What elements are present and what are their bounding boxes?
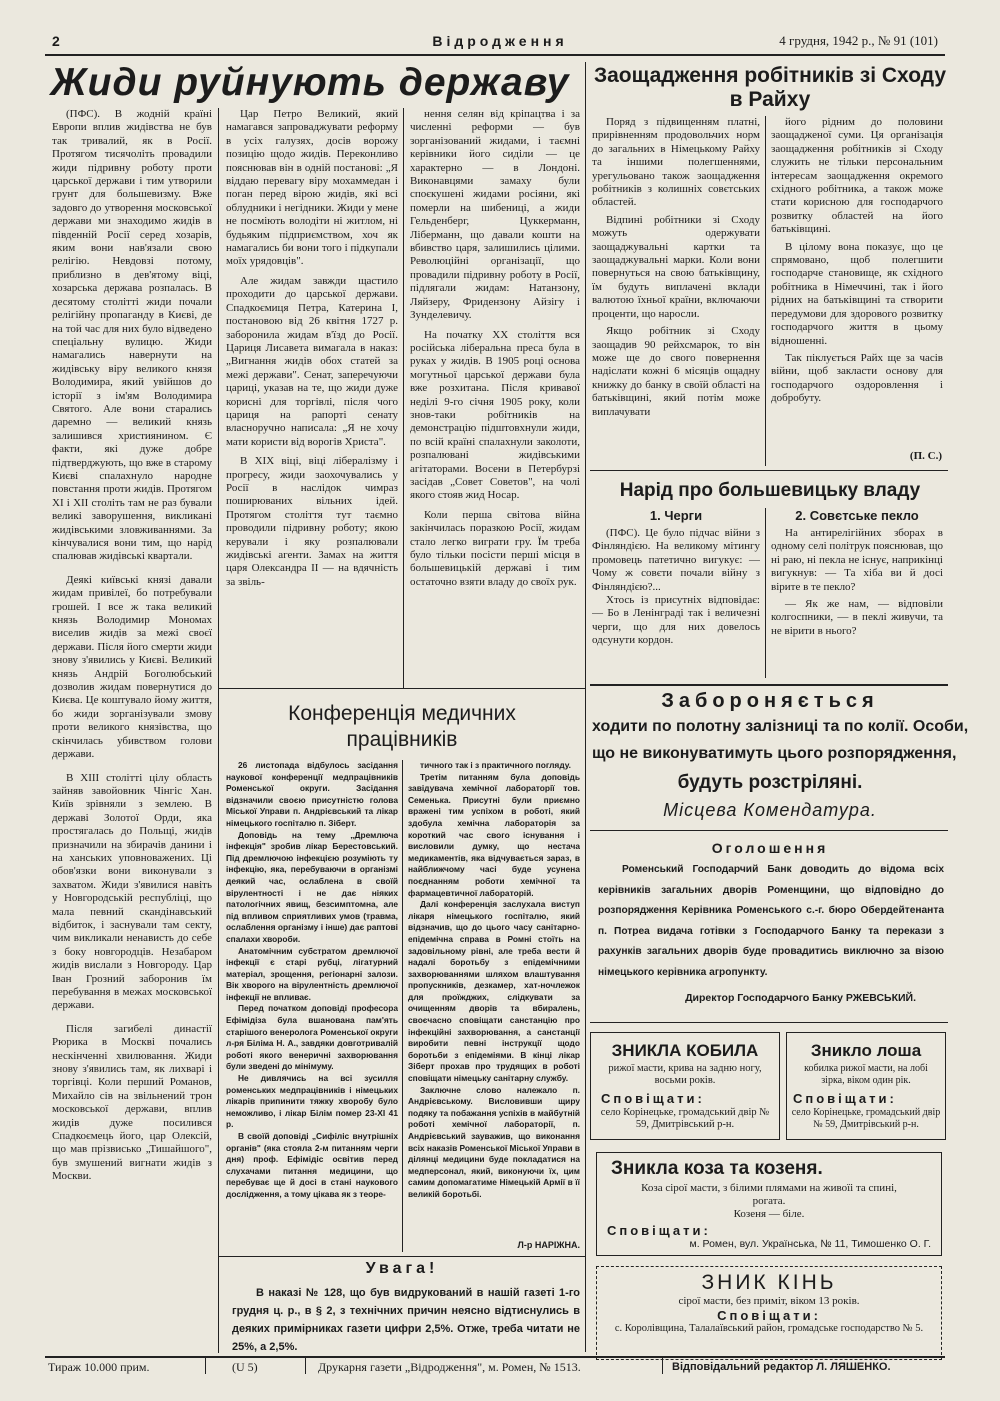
paragraph: В цілому вона показує, що це спрямовано, щоб полегшити господарче становище, як східного робітника в Німеччині, так і його рідних на батьківщині та створити передумови для здорового розвитку господарчого життя в цьому відношенні. xyxy=(771,240,943,347)
paragraph: Хтось із присутніх відповідає: — Бо в Ленінграді так і величезні черги, що для них довелось одсунути кордон. xyxy=(592,594,760,647)
jews-column-1 xyxy=(52,108,212,1354)
paragraph: Заключне слово належало п. Андрієвському. Висловивши щиру подяку та побажання успіхів в майбутній роботі хемічної лабораторії, п. Андрієвський зауважив, що виконання всіх наказів Роменської Міської Управи в ділянці медицини буде покладатися на медперсонал, який, виконуючи їх, цим самим допомагатиме Німецькій Армії в її великій боротьбі. xyxy=(408,1084,580,1199)
footer-divider xyxy=(305,1358,306,1374)
col-rule xyxy=(402,760,403,1252)
jews-headline: Жиди руйнують державу xyxy=(50,61,570,104)
paragraph: Якщо робітник зі Сходу заощадив 90 рейхсмарок, то він може ще до свого повернення надіслати кожні 6 місяців ощадну книжку до банку в своїй області на батьківщині, який потім може виплачувати xyxy=(592,325,760,418)
ad-mare-title: ЗНИКЛА КОБИЛА xyxy=(611,1041,759,1060)
savings-column-1 xyxy=(592,116,760,466)
paragraph: В XIX віці, віці лібералізму і прогресу, жиди заохочувались у Росії в наслідок чимраз поширюваних вільних ідей. Протягом століття тут таємно проводили підривну роботу; якою керували і яку розпалювали жидівські агенти. Замах на життя царя Олександра II — на вдячність за звіль- xyxy=(226,455,398,588)
ad-foal-desc: кобилка рижої масти, на лобі зірка, віком один рік. xyxy=(804,1063,928,1086)
jews-column-2 xyxy=(226,108,398,686)
prohibited-line-2: ходити по полотну залізниці та по колії. Особи, xyxy=(592,718,969,735)
section-rule xyxy=(590,830,948,831)
paragraph: Поряд з підвищенням платні, прирівненням продовольчих норм до загальних в Німецькому Райху та іншими полегшеннями, урегульовано також заощадження робітників з колишніх совєтських областей. xyxy=(592,116,760,209)
paragraph: Третім питанням була доповідь завідувача хемічної лабораторії тов. Семенька. Присутні були приємно вражені тим успіхом в роботі, який здобула хемічна лабораторія за короткий час свого існування і висловили думку, що нестача медикаментів, яка відчувається зараз, в найближчому часі буде усунена поєднанням роботи хемічної та фармацевтичної лабораторій. xyxy=(408,771,580,898)
ad-mare-address: село Корінецьке, громадський двір № 59, Дмитрівський р-н. xyxy=(600,1107,770,1130)
ad-horse-desc: сірої масти, без приміт, віком 13 років. xyxy=(678,1295,860,1307)
ad-mare-notify: Сповіщати: xyxy=(601,1091,705,1106)
footer-circulation: Тираж 10.000 прим. xyxy=(48,1360,150,1374)
conference-headline-1: Конференція медичних xyxy=(288,702,516,725)
paragraph: Деякі київські князі давали жидам привілеї, бо потребували грошей. І все ж така великий князь Володимир Мономах виселив жидів за межі своєї держави. Після його смерти жиди знову з'явились у Києві. Великий князь Андрій Боголюбський дозволив жидам повернутися до Києва. Це коштувало йому життя, бо жиди зорганізували змову проти великого князівства, що скінчилась убивством голови держави. xyxy=(52,573,212,761)
issue-date: 4 грудня, 1942 р., № 91 (101) xyxy=(779,33,938,48)
footer-code: (U 5) xyxy=(232,1360,258,1374)
paragraph: Перед початком доповіді професора Ефімідіза була вшанована пам'ять старішого венеролога Роменської округи л-ря Біліма Н. А., завдяки довготривалій роботі якого венеричні захворювання були зведені до мінімуму. xyxy=(226,1003,398,1072)
paragraph: його рідним до половини заощадженої суми. Ця організація заощадження робітників зі Сходу служить не тільки персональним інтересам заощадження окремого східного робітника, а також може стати корисною для господарчого розвитку областей на його батьківщині. xyxy=(771,116,943,236)
ad-horse-notify: Сповіщати: xyxy=(717,1308,821,1323)
paragraph: Так піклується Райх ще за часів війни, щоб закласти основу для господарчого оздоровлення і добробуту. xyxy=(771,351,943,405)
footer-divider xyxy=(205,1358,206,1374)
bolshevik-column-2 xyxy=(771,527,943,679)
col-rule xyxy=(585,62,586,1352)
prohibited-line-3: що не виконуватимуть цього розпорядження, xyxy=(592,745,957,762)
paragraph: нення селян від кріпацтва і за численні реформи — був зорганізований жидами, і таємні керівники його сиділи — це характерно — в Лондоні. Виконавцями замаху були споєкушені жидами росіяни, які померли на шибениці, а жиди Гельденберг, Цуккерманн, Ліберманн, що давали кошти на вбивство царя, залишились цілими. Революційні організації, що провадили підривну роботу в Росії, підлягали жидам: Натанзону, Ляйзеру, Фридензону Айзігу і Зунделевичу. xyxy=(410,108,580,322)
paragraph: Доповідь на тему „Дремлюча інфекція" зробив лікар Берестовський. Під дремлючою інфекцією розуміють ту інфекцію, яка, перебуваючи в організмі деякий час, ослаблена в своїй вірулентності і не дає ніяких патологічних явищ, безсимптомна, але під впливом сприятливих умов (травма, ослаблення організму і інше) дає раптові спалахи хвороби. xyxy=(226,829,398,944)
col-rule xyxy=(765,508,766,678)
paragraph: Далі конференція заслухала виступ лікаря німецького госпіталю, який відзначив, що до цього часу санітарно-епідемічна справа в Ромні стоїть на задовільному рівні, але треба вести й надалі боротьбу з епідемічними захворюваннями шляхом влаштування пропускників, дезкамер, хат-ночлежок для проїжджих, слідкувати за очищенням дворів та вбиралень, своєчасно сповіщати санстанцію про інфекційні захворювання, а санстанції виробити певні інструкції щодо боротьби з епідеміями. В кінці лікар Зіберт прохав про трудящих в роботі сповіщати німецьку санітарну службу. xyxy=(408,899,580,1084)
ad-horse-address: с. Королівщина, Талалаївський район, громадське господарство № 5. xyxy=(614,1323,924,1334)
section-rule xyxy=(218,1256,585,1257)
bolshevik-headline: Нарід про большевицьку владу xyxy=(619,480,921,501)
ad-goat-address: м. Ромен, вул. Українська, № 11, Тимошенко О. Г. xyxy=(689,1238,931,1250)
ad-horse-title: ЗНИК КІНЬ xyxy=(701,1271,837,1294)
paragraph: (ПФС). В жодній країні Европи вплив жидівства не був так тривалий, як в Росії. Протягом тисячоліть провадили жиди підривну роботу проти царської держави і тим утворили грунт для большевизму. Вже задовго до утворення московської держави ми знаходимо жидів в південній Росії серед хозарів, яким вони нав'язали свою релігію. Невдовзі потому, приблизно в дев'ятому віці, хозарська держава розпалась. В десятому столітті жиди почали релігійну пропаганду в Києві, де на той час для них було відведено спеціальну вулицю. Жиди намагались навернути на жидівську віру великого князя Володимира, який увійшов до історії з ім'ям Володимира Святого. Але вони старались даремно — великий князь залишився християнином. Є факти, які дуже добре підтверджують, що вже в старому Києві спалахнуло народне повстання проти жидів. Протягом XI і XII століть там не раз бували великі заворушення, викликані жидівськими зловживаннями. За кінчувалися вони тим, що нарід спалював жидівські квартали. xyxy=(52,108,212,563)
col-rule xyxy=(403,108,404,688)
col-rule xyxy=(218,108,219,688)
savings-signature: (П. С.) xyxy=(909,450,942,462)
paragraph: (ПФС). Це було підчас війни з Фінляндією. На великому мітингу промовець патетично вигукує: — Чому ж совєти почали війну з Фінляндією?... xyxy=(592,527,760,593)
ad-foal-address: село Корінецьке, громадський двір № 59, Дмитрівський р-н. xyxy=(791,1107,941,1130)
conference-signature: Л-р НАРІЖНА. xyxy=(517,1240,580,1250)
paragraph: На початку XX століття вся російська ліберальна преса була в руках у жидів. В 1905 році основа могутньої царської держави була вже розхитана. Після кривавої неділі 9-го січня 1905 року, коли знов-таки робітників на демонстрацію підштовхнули жиди, по всій країні спалахнули заколоти, розпалювані жидівськими агітаторами. Восени в Петербурзі засідав „Совет Советов", на чолі якого стояв жид Носар. xyxy=(410,328,580,502)
ad-goat-notify: Сповіщати: xyxy=(607,1223,711,1238)
paragraph: 26 листопада відбулось засідання наукової конференції медпрацівників Роменської округи. Засідання відзначили своєю присутністю голова Міської Управи п. Андрієвський та лікар німецького госпіталю п. Зіберт. xyxy=(226,760,398,828)
section-rule xyxy=(590,684,948,686)
footer-divider xyxy=(662,1358,663,1374)
jews-column-3 xyxy=(410,108,580,686)
col-rule xyxy=(765,116,766,466)
section-rule xyxy=(590,470,948,471)
announcement-text: Роменський Господарчий Банк доводить до відома всіх керівників загальних дворів Роменщини, що відповідно до розпорядження Керівника Роменського с.-г. бюро Обердейтенанта п. Потреа видача готівки з Господарчого Банку та перекази з рахунків загальних дворів буде провадитись виключно за візою німецького керівника агропункту. xyxy=(598,864,944,978)
ad-mare xyxy=(590,1032,780,1140)
prohibited-signature: Місцева Комендатура. xyxy=(663,800,877,820)
paragraph: Не дивлячись на всі зусилля роменських медпрацівників і німецьких лікарів припинити тяжку хворобу було неможливо, і лікар Білім помер 23-ХІ 41 р. xyxy=(226,1073,398,1130)
paper-name: Відродження xyxy=(432,33,568,49)
conference-column-2 xyxy=(408,760,580,1238)
ad-goat-desc-1: Коза сірої масти, з білими плямами на живоїі та спині, рогата. xyxy=(641,1182,897,1207)
paragraph: Але жидам завжди щастило проходити до царської держави. Спадкоємиця Петра, Катерина I, постановою від 26 квітня 1727 р. заборонила жидам в'їзд до Росії. Цариця Лисавета вимагала в наказ: „Вигнання жидів обох статей за межі держави". Сенат, заперечуючи цариці, указав на те, що жиди дуже корисні для торгівлі, після чого цариця на рапорті сенату власноручно написала: „Я не хочу мати користи від ворогів Христа". xyxy=(226,274,398,448)
paragraph: В своїй доповіді „Сифіліс внутрішніх органів" (яка стояла 2-м питанням черги дня) проф. Ефімідіс освітив перед слухачами питання медицини, що перебуває ще й досі в стані наукового дослідження, а тому цікава як з теоре- xyxy=(226,1131,398,1199)
ad-horse xyxy=(596,1266,942,1360)
ad-foal-title: Зникло лоша xyxy=(810,1041,922,1060)
footer-rule xyxy=(45,1356,945,1358)
conference-column-1 xyxy=(226,760,398,1256)
paragraph: Коли перша світова війна закінчилась поразкою Росії, жидам стало легко виграти гру. Їм треба було тільки посісти перші місця в большевицькій державі і тим остаточно взяти владу до своїх рук. xyxy=(410,508,580,588)
ad-goat xyxy=(596,1152,942,1256)
ad-foal xyxy=(786,1032,946,1140)
savings-column-2 xyxy=(771,116,943,451)
footer-editor: Відповідальний редактор Л. ЛЯШЕНКО. xyxy=(672,1361,891,1373)
attention-title: Увага! xyxy=(365,1260,439,1277)
masthead-rule xyxy=(45,54,945,56)
page-number: 2 xyxy=(52,33,60,49)
paragraph: Цар Петро Великий, який намагався запроваджувати реформу в усіх галузях, досів ворожу позицію щодо жидів. Переконливо пояснював він в одній постанові: „Я віддаю перевагу віру мохаммедан і поган перед вірою жидів, які всі облудники і негідники. Жиди у мене не посміють володіти ні житлом, ні будьяким підприємством, хоч як намагались би вони того і підкупали моїх урядовців". xyxy=(226,108,398,268)
paragraph: На антирелігійних зборах в одному селі політрук пояснював, що ні раю, ні пекла не існує, наприкінці вигукнув: — Та хіба ви й досі вірите в те пекло? xyxy=(771,527,943,593)
conference-headline-2: працівників xyxy=(346,728,458,751)
announcement-signature: Директор Господарчого Банку РЖЕВСЬКИЙ. xyxy=(685,992,916,1004)
bolshevik-subhead-1: 1. Черги xyxy=(649,508,703,523)
paragraph: В XIII столітті цілу область зайняв завойовник Чінгіс Хан. Київ зрівняли з землею. В державі Золотої Орди, яка простягалась до Польщі, жидів призначили на збирачів данини і на ханських уповноважених. Ці обов'язки вони виконували з захватом. Жиди з'явилися навіть у Новгородській республіці, що мала певний скандінавський відбиток, і заснували там секту, чим викликали ненависть до себе з боку новгородців. Незабаром жидів вислали з Новгороду. Цар Іван Грозний заборонив їм перебування в межах московської держави. xyxy=(52,771,212,1012)
col-rule xyxy=(218,688,219,1353)
ad-goat-desc-2: Козеня — біле. xyxy=(733,1208,805,1220)
savings-headline: Заощадження робітників зі Сходу в Райху xyxy=(593,64,947,111)
paragraph: — Як же нам, — відповіли колгоспники, — в пеклі живучи, та не вірити в нього? xyxy=(771,598,943,637)
prohibited-title: Забороняється xyxy=(661,690,879,712)
bolshevik-subhead-2: 2. Совєтське пекло xyxy=(795,508,919,523)
paragraph: Анатомічним субстратом дремлючої інфекції є старі рубці, лігатурний матеріал, зрощення, регіонарні залози. Вік хворого на вірулентність дремлючої інфекції не впливає. xyxy=(226,945,398,1002)
paragraph: тичного так і з практичного погляду. xyxy=(420,760,571,770)
ad-foal-notify: Сповіщати: xyxy=(793,1091,897,1106)
ad-mare-desc: рижої масти, крива на задню ногу, восьми років. xyxy=(608,1063,762,1086)
section-rule xyxy=(218,688,585,689)
attention-text: В наказі № 128, що був видрукований в нашій газеті 1-го грудня ц. р., в § 2, з технічних причин неясно відтиснулись в деяких примірниках газети цифри 2,5%. Отже, треба читати не 25%, а 2,5%. xyxy=(232,1287,580,1353)
footer-printer: Друкарня газети „Відродження", м. Ромен, № 1513. xyxy=(318,1360,581,1374)
section-rule xyxy=(590,1022,948,1023)
prohibited-line-4: будуть розстріляні. xyxy=(677,772,863,793)
paragraph: Відпині робітники зі Сходу можуть одержувати заощаджувальні картки та заощаджувальні марки. Коли вони повернуться на свою батьківщину, їм будуть виплачені вклади валютою їхньої країни, включаючи проценти, що наросли. xyxy=(592,213,760,320)
announcement-title: Оголошення xyxy=(711,840,829,856)
bolshevik-column-1 xyxy=(592,527,760,679)
ad-goat-title: Зникла коза та козеня. xyxy=(611,1158,823,1179)
paragraph: Після загибелі династії Рюрика в Москві почались нескінченні хвилювання. Жиди знову з'явились там, як лихварі і торгівці. Коли перший Романов, Михайло сів на звільнений трон московської держави, вплив жидів дуже посилився Спадкоємець його, цар Олексій, що мав прізвисько „Тишайшого", був змушений вигнати жидів з Москви. xyxy=(52,1022,212,1183)
